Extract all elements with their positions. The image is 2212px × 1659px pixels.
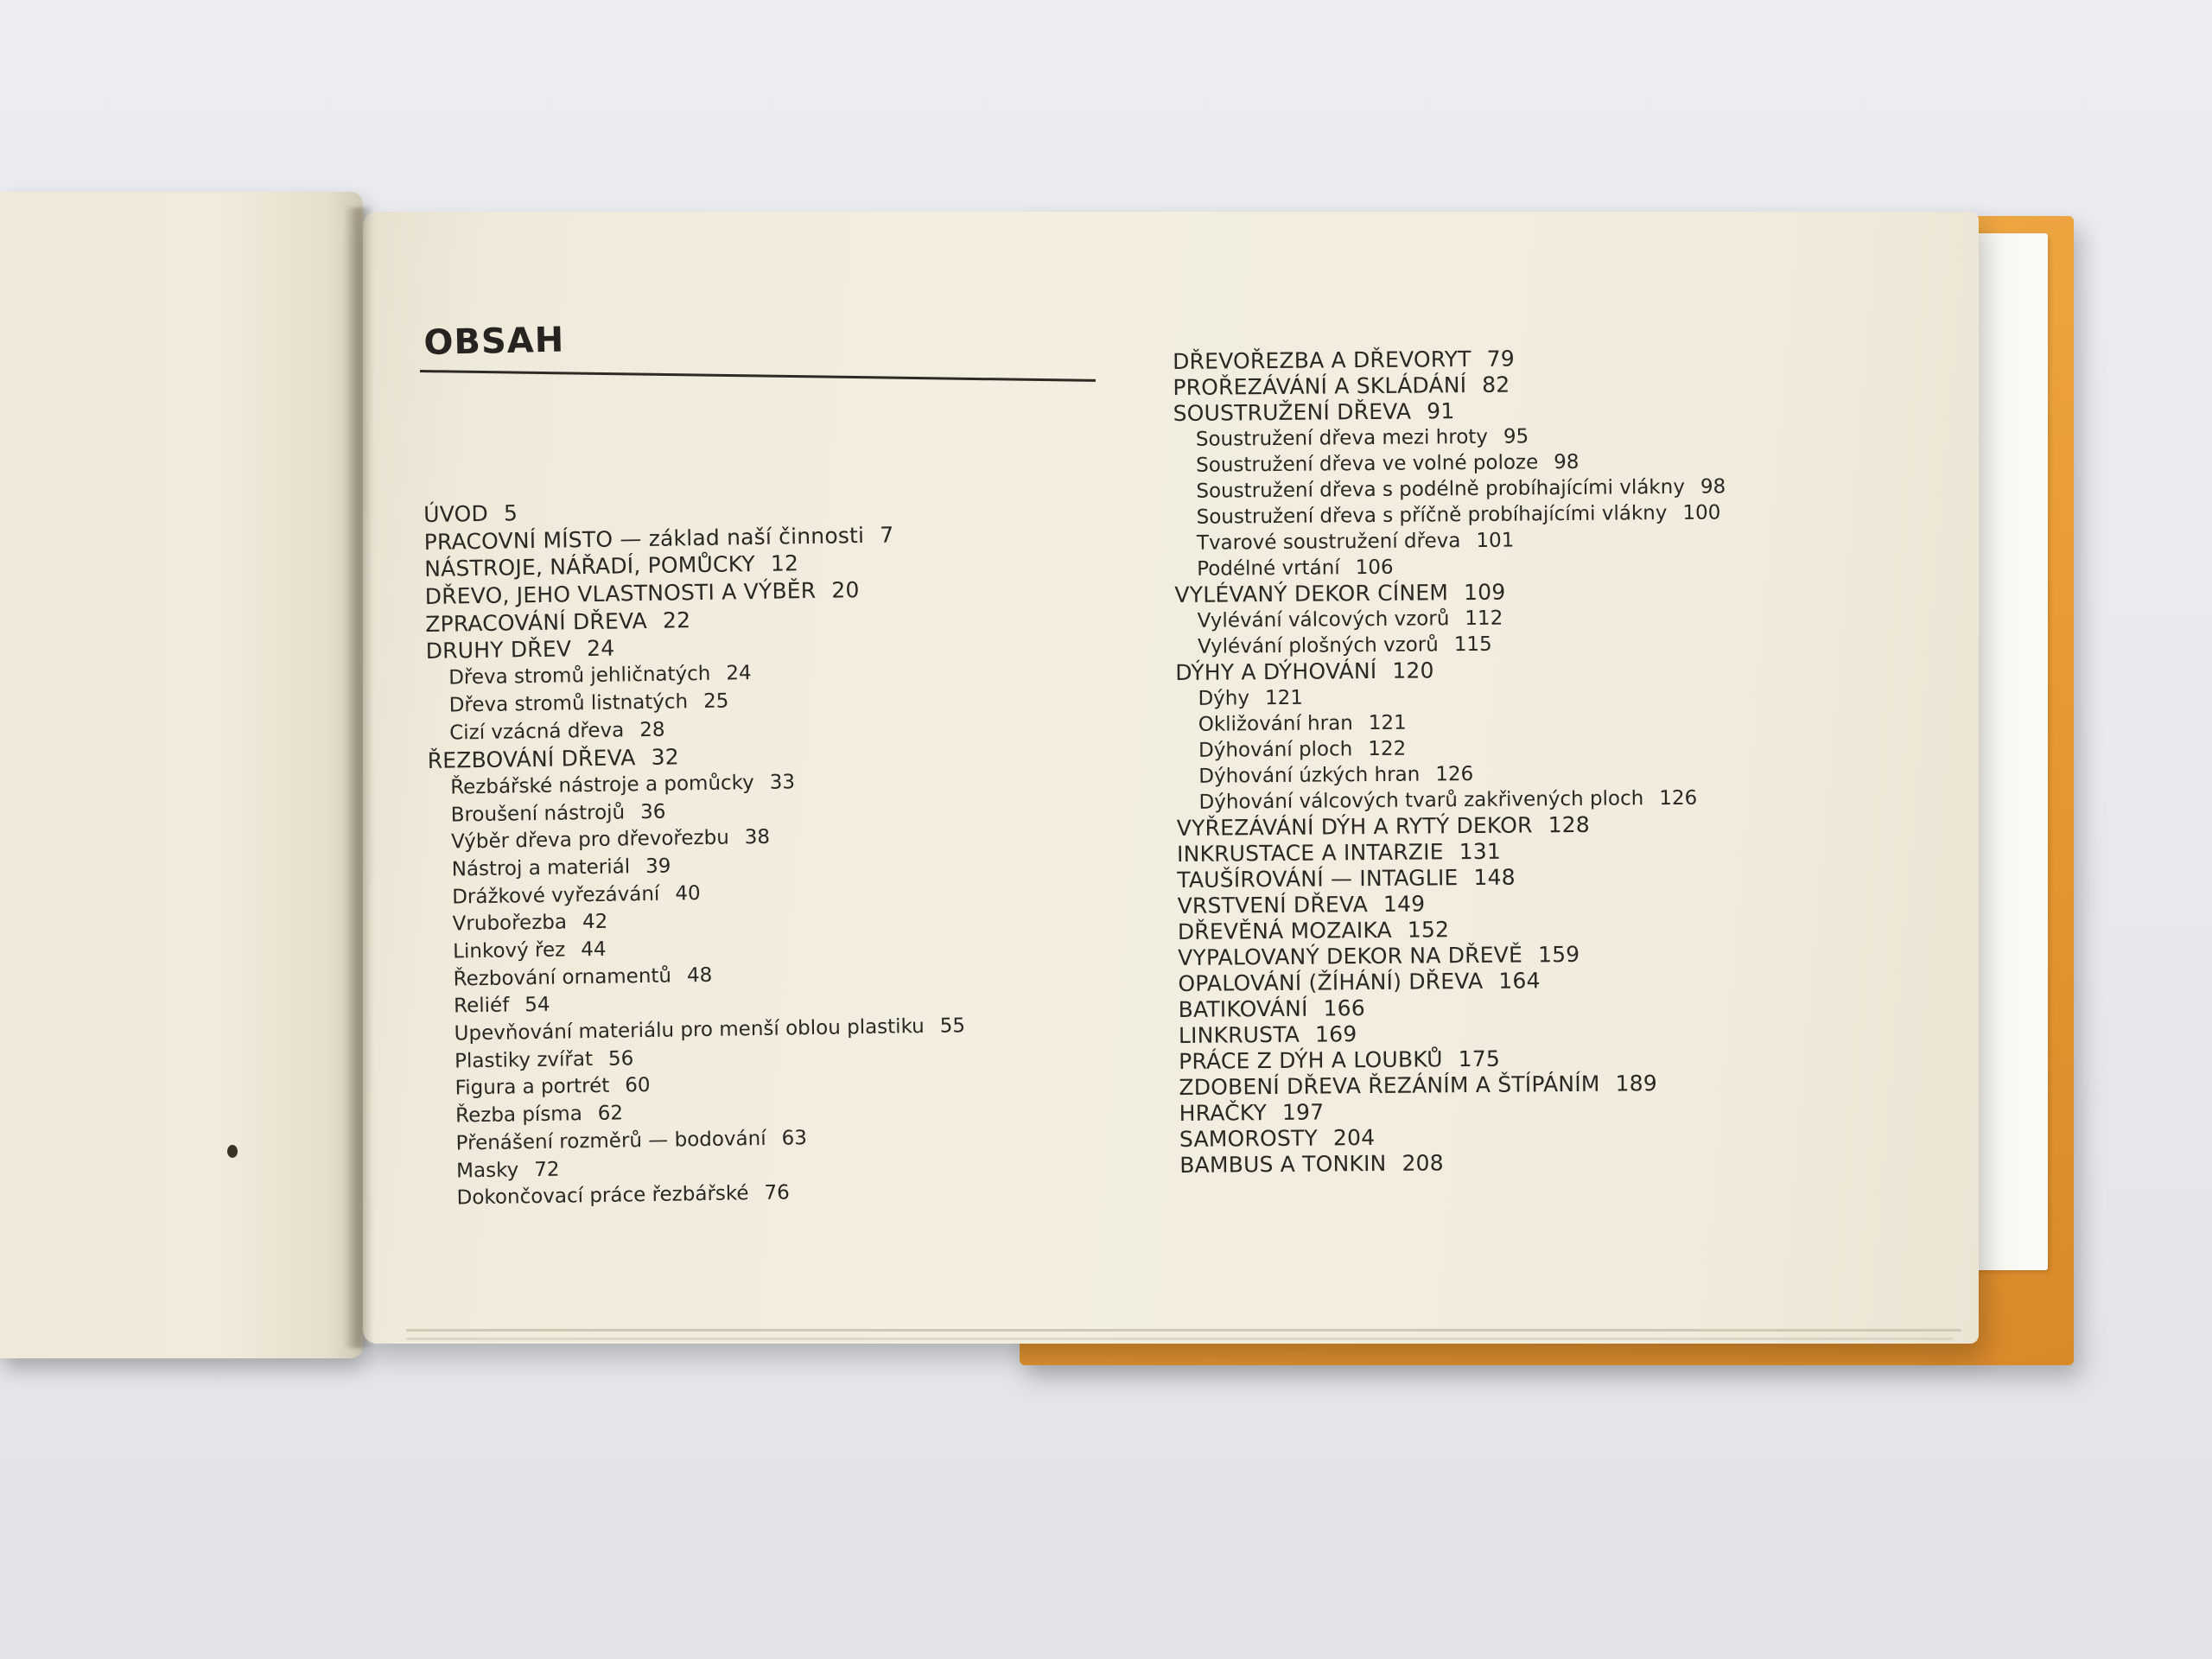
toc-entry-page: 40 xyxy=(675,881,701,906)
toc-entry-page: 5 xyxy=(503,500,518,526)
toc-entry-page: 197 xyxy=(1281,1099,1325,1125)
toc-entry-page: 36 xyxy=(639,800,666,823)
toc-entry-title: Broušení nástrojů xyxy=(450,800,626,827)
toc-entry-page: 39 xyxy=(645,855,671,878)
page-edge-line xyxy=(406,1338,1953,1340)
toc-entry-page: 76 xyxy=(764,1181,791,1205)
toc-right-column xyxy=(1173,344,1732,1179)
toc-entry-title: ŘEZBOVÁNÍ DŘEVA xyxy=(427,745,636,774)
toc-entry-title: PRACOVNÍ MÍSTO — základ naší činnosti xyxy=(423,522,865,555)
toc-entry-title: DÝHY A DÝHOVÁNÍ xyxy=(1175,658,1377,685)
toc-entry-title: BAMBUS A TONKIN xyxy=(1179,1150,1387,1178)
toc-entry-page: 22 xyxy=(662,607,691,633)
toc-entry-page: 54 xyxy=(524,994,550,1017)
toc-entry-page: 148 xyxy=(1473,864,1516,890)
toc-entry-page: 24 xyxy=(586,635,615,662)
toc-entry-title: Dýhy xyxy=(1198,687,1250,710)
toc-entry-page: 62 xyxy=(597,1102,624,1126)
toc-entry-title: Cizí vzácná dřeva xyxy=(449,718,625,745)
toc-entry-title: Soustružení dřeva ve volné poloze xyxy=(1196,451,1539,477)
toc-entry-page: 126 xyxy=(1659,786,1698,810)
toc-entry-title: Upevňování materiálu pro menší oblou plastiku xyxy=(454,1015,925,1046)
toc-entry xyxy=(1179,1147,1732,1179)
toc-entry-page: 189 xyxy=(1615,1071,1658,1096)
toc-entry-title: VYLÉVANÝ DEKOR CÍNEM xyxy=(1174,580,1449,607)
toc-entry-title: Dřeva stromů listnatých xyxy=(448,690,689,717)
toc-entry-title: Řezba písma xyxy=(454,1103,583,1128)
toc-entry-page: 82 xyxy=(1482,372,1510,397)
toc-entry-page: 112 xyxy=(1465,607,1503,631)
toc-entry-page: 32 xyxy=(651,744,680,771)
toc-entry-page: 121 xyxy=(1264,686,1304,710)
toc-title: OBSAH xyxy=(423,320,565,363)
toc-entry-title: Soustružení dřeva s podélně probíhajícími vlákny xyxy=(1196,475,1685,503)
toc-entry-title: NÁSTROJE, NÁŘADÍ, POMŮCKY xyxy=(424,551,756,582)
toc-entry-page: 101 xyxy=(1476,529,1515,552)
toc-entry-title: SAMOROSTY xyxy=(1179,1125,1319,1152)
toc-entry-title: VYŘEZÁVÁNÍ DÝH A RYTÝ DEKOR xyxy=(1176,812,1533,841)
toc-entry-page: 55 xyxy=(939,1014,966,1038)
toc-entry-page: 98 xyxy=(1554,450,1580,474)
toc-entry-title: PROŘEZÁVÁNÍ A SKLÁDÁNÍ xyxy=(1173,372,1467,400)
toc-entry-page: 33 xyxy=(769,771,796,794)
toc-entry-page: 72 xyxy=(534,1158,560,1181)
toc-entry-page: 152 xyxy=(1407,917,1450,943)
toc-entry-page: 120 xyxy=(1392,658,1434,683)
toc-entry-title: DRUHY DŘEV xyxy=(425,636,572,664)
toc-entry-page: 126 xyxy=(1435,762,1474,786)
toc-entry-title: VRSTVENÍ DŘEVA xyxy=(1177,892,1369,918)
toc-entry-title: Soustružení dřeva s příčně probíhajícími vlákny xyxy=(1196,502,1668,529)
toc-entry-title: SOUSTRUŽENÍ DŘEVA xyxy=(1173,398,1412,426)
toc-entry-title: Vylévání válcových vzorů xyxy=(1197,607,1450,632)
toc-entry-title: Řezbování ornamentů xyxy=(453,964,672,991)
toc-entry-page: 24 xyxy=(726,662,752,685)
toc-entry-page: 208 xyxy=(1402,1150,1444,1176)
toc-entry-page: 131 xyxy=(1459,838,1502,865)
toc-entry-title: Dýhování válcových tvarů zakřivených ploch xyxy=(1198,787,1644,814)
left-page xyxy=(0,192,363,1358)
toc-entry-page: 63 xyxy=(781,1126,808,1150)
toc-entry-page: 25 xyxy=(702,690,729,713)
toc-entry-title: ÚVOD xyxy=(423,500,489,527)
toc-entry-title: TAUŠÍROVÁNÍ — INTAGLIE xyxy=(1177,865,1459,893)
toc-entry-title: Linkový řez xyxy=(452,938,566,963)
toc-entry-title: Nástroj a materiál xyxy=(451,855,631,881)
toc-entry-page: 122 xyxy=(1368,737,1407,761)
toc-entry-page: 159 xyxy=(1537,941,1580,968)
toc-entry-page: 38 xyxy=(744,825,771,849)
toc-entry-title: ZDOBENÍ DŘEVA ŘEZÁNÍM A ŠTÍPÁNÍM xyxy=(1179,1071,1600,1100)
toc-entry-title: Dýhování úzkých hran xyxy=(1198,763,1421,788)
toc-entry-title: Drážkové vyřezávání xyxy=(451,882,660,909)
toc-entry-page: 98 xyxy=(1700,475,1726,499)
toc-entry-page: 44 xyxy=(581,938,607,962)
toc-entry-title: Výběr dřeva pro dřevořezbu xyxy=(451,826,730,854)
toc-entry-page: 100 xyxy=(1682,501,1721,524)
toc-entry-page: 169 xyxy=(1314,1021,1357,1047)
toc-entry-title: Přenášení rozměrů — bodování xyxy=(455,1127,766,1155)
toc-entry-page: 128 xyxy=(1548,811,1591,838)
toc-entry-page: 42 xyxy=(582,911,608,934)
toc-entry-page: 115 xyxy=(1453,632,1492,657)
toc-entry-page: 79 xyxy=(1486,346,1516,372)
toc-entry-page: 7 xyxy=(879,522,894,548)
paper-speck xyxy=(227,1145,238,1158)
toc-entry-page: 175 xyxy=(1458,1046,1501,1072)
toc-entry-title: Vylévání plošných vzorů xyxy=(1197,633,1439,658)
toc-entry-title: HRAČKY xyxy=(1179,1100,1268,1126)
toc-entry-title: Dřeva stromů jehličnatých xyxy=(448,662,711,690)
page-edge-line xyxy=(406,1329,1961,1332)
toc-entry-page: 48 xyxy=(686,963,713,987)
toc-entry-page: 95 xyxy=(1503,425,1529,448)
toc-entry-page: 149 xyxy=(1382,891,1426,917)
toc-entry xyxy=(1174,499,1726,531)
toc-entry-title: Soustružení dřeva mezi hroty xyxy=(1195,425,1489,451)
toc-entry-page: 60 xyxy=(625,1074,651,1097)
toc-entry-page: 12 xyxy=(770,550,799,577)
toc-entry-page: 28 xyxy=(639,718,665,741)
toc-entry-title: BATIKOVÁNÍ xyxy=(1178,995,1308,1022)
toc-entry-title: PRÁCE Z DÝH A LOUBKŮ xyxy=(1179,1046,1443,1074)
toc-entry-title: Figura a portrét xyxy=(454,1075,610,1100)
toc-entry-page: 121 xyxy=(1368,711,1407,735)
toc-entry-title: INKRUSTACE A INTARZIE xyxy=(1176,839,1444,867)
toc-entry-title: Řezbářské nástroje a pomůcky xyxy=(450,771,755,799)
toc-entry-title: DŘEVO, JEHO VLASTNOSTI A VÝBĚR xyxy=(424,577,817,610)
book-gutter xyxy=(344,207,373,1348)
toc-entry-title: Reliéf xyxy=(453,994,510,1018)
toc-entry-page: 166 xyxy=(1323,995,1366,1021)
toc-entry-page: 109 xyxy=(1463,579,1506,606)
toc-entry-title: Plastiky zvířat xyxy=(454,1047,594,1073)
toc-entry-title: DŘEVOŘEZBA A DŘEVORYT xyxy=(1173,346,1471,374)
toc-entry-title: Vrubořezba xyxy=(452,911,568,936)
toc-entry xyxy=(1179,1070,1731,1101)
toc-entry-title: Okližování hran xyxy=(1198,712,1353,736)
toc-entry-title: VYPALOVANÝ DEKOR NA DŘEVĚ xyxy=(1178,942,1523,970)
toc-entry-page: 20 xyxy=(831,577,860,603)
toc-entry-page: 106 xyxy=(1355,556,1394,580)
toc-entry-title: OPALOVÁNÍ (ŽÍHÁNÍ) DŘEVA xyxy=(1178,968,1484,996)
toc-entry-title: Masky xyxy=(455,1158,519,1182)
toc-entry-page: 204 xyxy=(1332,1124,1376,1151)
toc-entry-title: DŘEVĚNÁ MOZAIKA xyxy=(1177,917,1392,944)
toc-entry xyxy=(1176,785,1728,816)
toc-entry-title: ZPRACOVÁNÍ DŘEVA xyxy=(425,607,648,637)
toc-entry-title: Podélné vrtání xyxy=(1197,556,1340,581)
toc-entry-page: 164 xyxy=(1498,968,1541,994)
toc-entry-title: Dokončovací práce řezbářské xyxy=(456,1182,749,1210)
toc-entry-title: LINKRUSTA xyxy=(1178,1021,1300,1048)
toc-entry-page: 91 xyxy=(1427,398,1455,424)
toc-entry-title: Tvarové soustružení dřeva xyxy=(1196,530,1461,555)
toc-entry-title: Dýhování ploch xyxy=(1198,738,1353,762)
toc-entry-page: 56 xyxy=(607,1047,634,1071)
toc-left-column xyxy=(423,493,968,1212)
